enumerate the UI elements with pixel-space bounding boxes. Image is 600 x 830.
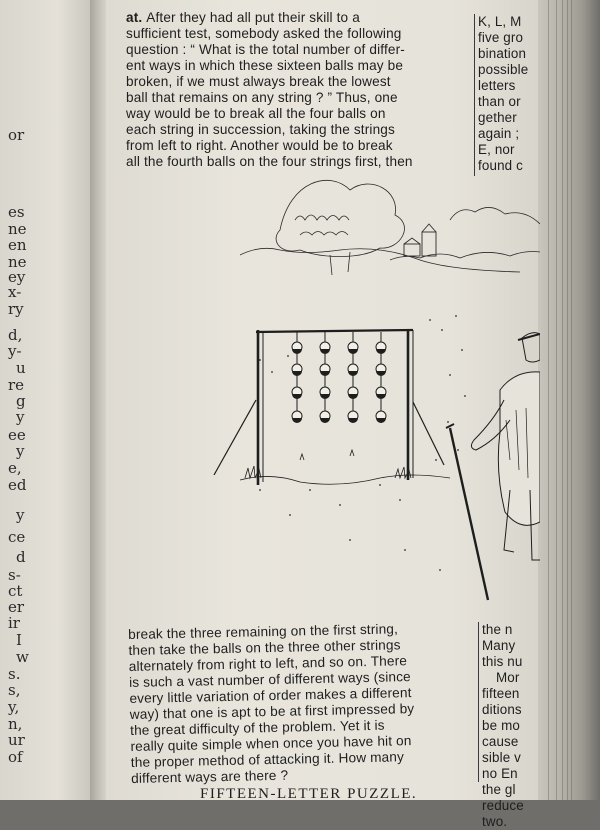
text-line: found c: [478, 158, 523, 173]
left-page-fragment: er: [8, 598, 25, 616]
text-line: the n: [482, 622, 513, 637]
text-line: way) that one is apt to be at first impressed by: [129, 701, 415, 722]
text-line: question : “ What is the total number of differ-: [126, 42, 405, 57]
text-line: be mo: [482, 718, 520, 733]
text-line: is such a vast number of different ways (since: [129, 669, 411, 690]
text-line: break the three remaining on the first string,: [128, 621, 399, 642]
text-line: no En: [482, 766, 518, 781]
text-line: reduce: [482, 798, 524, 813]
right-column-top: [478, 14, 538, 174]
left-page-fragment: ne: [8, 220, 27, 238]
left-page-fragment: ed: [8, 476, 27, 494]
ball-strings: [292, 332, 386, 422]
left-page-fragment: u: [16, 359, 26, 377]
text-line: two.: [482, 814, 508, 829]
text-line: gether: [478, 110, 517, 125]
text-line: ball that remains on any string ? ” Thus, one: [126, 90, 398, 105]
distant-building: [404, 224, 436, 256]
text-line: really quite simple when once you have hit on: [130, 733, 412, 754]
text-line: this nu: [482, 654, 523, 669]
text-line: from left to right. Another would be to break: [126, 138, 393, 153]
left-page-fragment: y: [16, 408, 25, 426]
text-line: cause: [482, 734, 519, 749]
text-line: E, nor: [478, 142, 515, 157]
left-page-fragment: d: [16, 548, 26, 566]
text-line: the proper method of attacking it. How many: [130, 749, 405, 770]
left-page-fragment: ne: [8, 253, 27, 271]
text-line: letters: [478, 78, 516, 93]
text-line: alternately from right to left, and so on. There: [128, 653, 408, 674]
text-line: fifteen: [482, 686, 520, 701]
left-page-fragment: or: [8, 126, 25, 144]
text-line: all the fourth balls on the four strings first, then: [126, 154, 413, 169]
text-line: five gro: [478, 30, 524, 45]
left-page-fragment: w: [16, 648, 29, 666]
main-paragraph-top: [126, 10, 471, 170]
text-line: each string in succession, taking the strings: [126, 122, 395, 137]
text-line-content: After they had all put their skill to a: [146, 10, 360, 25]
left-page-fragment: s,: [8, 681, 21, 699]
lead-word: at.: [126, 10, 143, 25]
text-line: every little variation of order makes a different: [129, 685, 412, 706]
ball-frame: [214, 330, 450, 485]
text-line: than or: [478, 94, 521, 109]
left-page-fragment: ce: [8, 528, 26, 546]
text-line: Many: [482, 638, 516, 653]
left-page-fragment: es: [8, 203, 25, 221]
text-line: ditions: [482, 702, 522, 717]
page-edges: [538, 0, 600, 800]
text-line: the great difficulty of the problem. Yet it is: [130, 717, 385, 738]
left-page-fragment: ct: [8, 582, 23, 600]
left-page-fragment: ey: [8, 268, 26, 286]
left-page-fragment: of: [8, 748, 23, 766]
text-line: then take the balls on the three other strings: [128, 637, 401, 658]
left-page-fragment: e,: [8, 459, 22, 477]
left-page-fragment: n,: [8, 715, 23, 733]
left-page-fragment: y,: [8, 698, 20, 716]
left-page-fragment: ur: [8, 731, 25, 749]
column-rule-bottom: [478, 622, 479, 782]
ground-texture: [259, 315, 466, 571]
text-line: [126, 10, 471, 26]
left-page-fragment: y: [16, 442, 25, 460]
illustration-ball-strings: [200, 160, 540, 610]
main-paragraph-bottom: [128, 620, 476, 787]
text-line: K, L, M: [478, 14, 522, 29]
left-page-fragment: s-: [8, 566, 21, 584]
left-page-fragment: re: [8, 376, 25, 394]
left-page-fragment: ee: [8, 426, 26, 444]
text-line: again ;: [478, 126, 520, 141]
left-page: [0, 0, 96, 800]
text-line: sufficient test, somebody asked the following: [126, 26, 402, 41]
text-line: sible v: [482, 750, 522, 765]
left-page-fragment: g: [16, 392, 26, 410]
right-column-bottom: [482, 622, 538, 830]
left-page-fragment: ir: [8, 614, 20, 632]
left-page-fragment: y: [16, 506, 25, 524]
text-line: bination: [478, 46, 527, 61]
text-line: the gl: [482, 782, 516, 797]
text-line: different ways are there ?: [131, 767, 289, 786]
left-page-fragment: d,: [8, 326, 23, 344]
left-page-fragment: en: [8, 236, 27, 254]
text-line: way would be to break all the four balls on: [126, 106, 386, 121]
left-page-fragment: y-: [8, 342, 22, 360]
next-puzzle-heading: FIFTEEN-LETTER PUZZLE.: [200, 786, 418, 802]
far-hedge: [390, 207, 540, 260]
text-line: Mor: [496, 670, 520, 685]
column-rule-top: [474, 14, 475, 176]
text-line: broken, if we must always break the lowest: [126, 74, 391, 89]
tree-cluster: [240, 180, 520, 275]
figure-with-stick: [446, 333, 540, 600]
left-page-fragment: ry: [8, 300, 24, 318]
left-page-fragment: s.: [8, 665, 21, 683]
left-page-fragment: I: [16, 631, 22, 649]
text-line: possible: [478, 62, 529, 77]
text-line: ent ways in which these sixteen balls may be: [126, 58, 404, 73]
ball-shading: [292, 349, 386, 423]
grass-tufts: [245, 450, 411, 478]
left-page-fragment: x-: [8, 283, 22, 301]
